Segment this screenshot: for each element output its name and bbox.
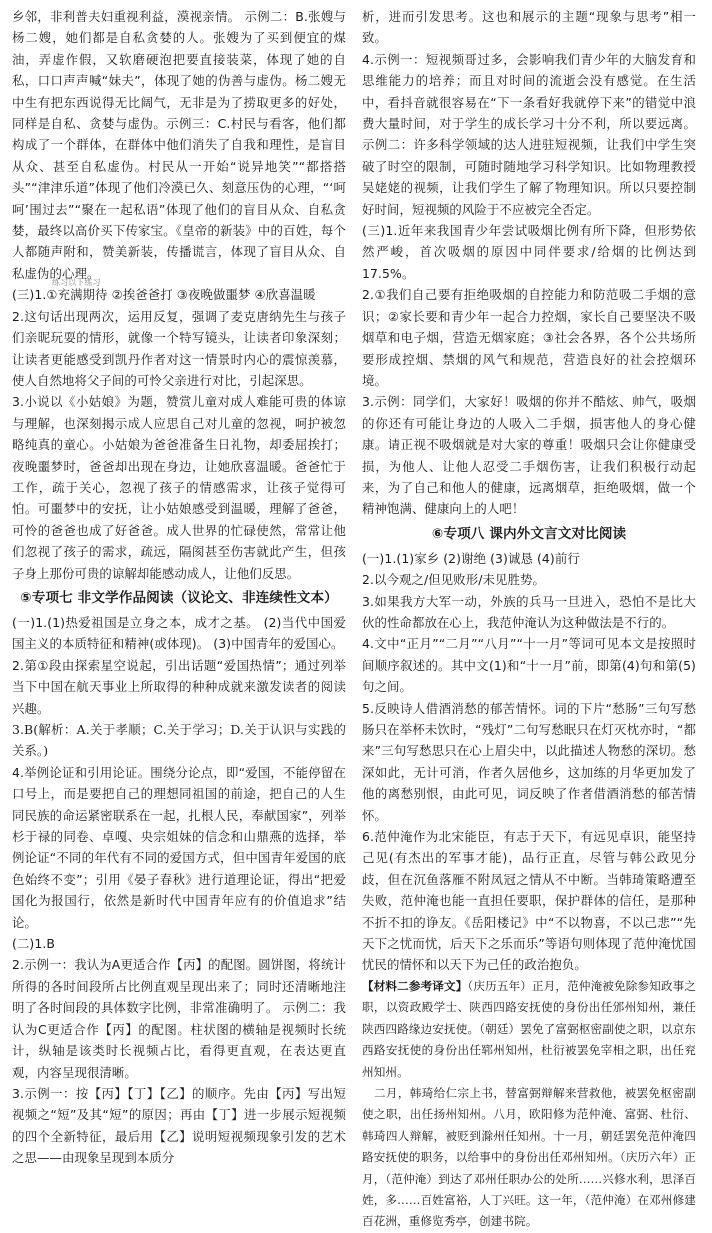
answer-paragraph: 乡邻，非利普夫妇重视利益，漠视亲情。 示例二：B.张嫂与杨二嫂，她们都是自私贪婪的人。张嫂为了买到便宜的煤油，弄虚作假，又软磨硬泡把要直接装菜，体现了她的自私，口口声声喊“妹夫”，体现了她的伪善与虚伪。杨二嫂无中生有把东西说得无比阔气，无非是为了捞取更多的好处，同样是自私、贪婪与虚伪。示例三：C.村民与看客，他们都构成了一个群体，在群体中他们消失了自我和理性，是盲目从众、甚至自私虚伪。村民从一开始“说异地笑”“都搭搭头”“津津乐道”体现了他们冷漠已久、刻意压伪的心理，“‘呵呵’围过去”“聚在一起私语”体现了他们的盲目从众、自私贪婪，最终以高价买下传家宝。《皇帝的新装》中的百姓，每个人都随声附和，赞美新装，传播谎言，体现了盲目从众、自私虚伪的心理。 xyxy=(12,9,346,281)
reference-text: 二月，韩琦给仁宗上书，替富弼辩解来营救他，被罢免枢密副使之职，出任扬州知州。八月，欧阳修为范仲淹、富弼、杜衍、韩琦四人辩解，被贬到滁州任知州。十一月，朝廷罢免范仲淹四路安抚使的职务，以给事中的身份出任邓州知州。（庆历六年）正月，（范仲淹）到达了邓州任职办公的处所……兴修水利，思泽百姓，多……百姓富裕，人丁兴旺。这一年，（范仲淹）在邓州修建百花洲，重修览秀亭，创建书院。 xyxy=(362,1085,696,1229)
answer-item: 3.小说以《小姑娘》为题，赞赏儿童对成人难能可贵的体谅与理解，也深刻揭示成人应思自己对儿童的忽视，呵护被忽略纯真的童心。小姑娘为爸爸准备生日礼物，却委屈挨打；夜晚噩梦时，爸爸却出现在身边，让她欣喜温暖。爸爸忙于工作，疏于关心，忽视了孩子的情感需求，让孩子觉得可怕。可噩梦中的安抚，让小姑娘感受到温暖，理解了爸爸，可怜的爸爸也成了好爸爸。成人世界的忙碌使然，常常让他们忽视了孩子的需求，疏远，隔阂甚至伤害就此产生，但孩子身上那份可贵的谅解却能感动成人，让他们反思。 xyxy=(12,394,346,581)
section-title-8: ⑥专项八 课内外文言文对比阅读 xyxy=(431,525,627,542)
answer-item: 4.文中“正月”“二月”“八月”“十一月”等词可见本文是按照时间顺序叙述的。其中文(1)和“十一月”前，即第(4)句和第(5)句之间。 xyxy=(362,636,696,695)
reference-text: （庆历五年）正月，范仲淹被免除参知政事之职，以资政殿学士、陕西四路安抚使的身份出任邠州知州，兼任陕西四路缘边安抚使。（朝廷）罢免了富弼枢密副使之职，以京东西路安抚使的身份出任郓州知州，杜衍被罢免宰相之职，出任兖州知州。 xyxy=(362,978,697,1079)
answer-item: 3.示例：同学们，大家好！吸烟的你并不酷炫、帅气，吸烟的你还有可能让身边的人吸入二手烟，损害他人的身心健康。请正视不吸烟就是对大家的尊重！吸烟只会让你健康受损，为他人、让他人忍受二手烟伤害，让我们积极行动起来，为了自己和他人的健康，远离烟草，拒绝吸烟，做一个精神饱满、健康向上的人吧！ xyxy=(362,394,696,517)
answer-item: (一)1.(1)热爱祖国是立身之本，成才之基。 (2)当代中国爱国主义的本质特征和精神(或体现)。 (3)中国青年的爱国心。 xyxy=(12,614,346,652)
section-title-7: ⑤专项七 非文学作品阅读（议论文、非连续性文本） xyxy=(20,589,338,606)
answer-item: 2.①我们自己要有拒绝吸烟的自控能力和防范吸二手烟的意识；②家长要和青少年一起合力控烟，家长自己要坚决不吸烟草和电子烟，营造无烟家庭；③社会各界，各个公共场所要形成控烟、禁烟的风气和规范，营造良好的社会控烟环境。 xyxy=(362,287,696,388)
answer-item: 3.B(解析：A.关于孝顺；C.关于学习；D.关于认识与实践的关系。) xyxy=(12,722,346,759)
answer-item: 6.范仲淹作为北宋能臣，有志于天下，有远见卓识，能坚持己见(有杰出的军事才能)，品行正直，尽管与韩公政见分歧，但在沉鱼落雁不附凤冠之情从不中断。当韩琦策略遭至失败，范仲淹也能一直担任要职，保护群体的信任，是那种不折不扣的诤友。《岳阳楼记》中“不以物喜，不以己悲”“先天下之忧而忧，后天下之乐而乐”等语句则体现了范仲淹忧国忧民的情怀和以天下为己任的政治抱负。 xyxy=(362,829,696,973)
answer-item: (二)1.B xyxy=(12,936,55,952)
answer-item: 4.举例论证和引用论证。围绕分论点，即“爱国，不能停留在口号上，而是要把自己的理想同祖国的前途，把自己的人生同民族的命运紧密联系在一起，扎根人民，奉献国家”，列举杉于禄的同卷、卓嘎、央宗姐妹的信念和山鼎燕的选择，举例论证“不同的年代有不同的爱国方式，但中国青年爱国的底色始终不变”；引用《晏子春秋》进行道理论证，得出“把爱国化为报国行，依然是新时代中国青年应有的价值追求”结论。 xyxy=(12,764,346,930)
reference-heading: 【材料二参考译文】 xyxy=(362,978,468,993)
answer-item: 4.示例一：短视频哥过多，会影响我们青少年的大脑发育和思维能力的培养；而且对时间的流逝会没有感觉。在生活中，看抖音就很容易在“下一条看好我就停下来”的错觉中浪费大量时间，对于学生的成长学习十分不利，所以要远离。 示例二：许多科学领域的达人进驻短视频，让我们中学生突破了时空的限制，可随时随地学习科学知识。比如物理教授吴姥姥的视频，让我们学生了解了物理知识。所以只要控制好时间，短视频的风险于不应被完全否定。 xyxy=(362,51,696,217)
answer-item: 2.以今观之/但见败形/未见胜势。 xyxy=(362,572,545,588)
answer-item: 3.示例一：按【丙】【丁】【乙】的顺序。先由【丙】写出短视频之“短”及其“短”的原因；再由【丁】进一步展示短视频的四个全新特征，最后用【乙】说明短视频现象引发的艺术之思——由现象呈现到本质分 xyxy=(12,1085,346,1166)
answer-item: (三)1.近年来我国青少年尝试吸烟比例有所下降，但形势依然严峻，首次吸烟的原因中同伴要求/给烟的比例达到17.5%。 xyxy=(362,223,696,281)
answer-item: 3.如果我方大军一动，外族的兵马一旦进入，恐怕不是比大伙的性命都放在心上，我范仲淹认为这种做法是不行的。 xyxy=(362,593,696,630)
answer-item: 析，进而引发思考。这也和展示的主题“现象与思考”相一致。 xyxy=(362,9,696,46)
answer-item: 2.第①段由探索星空说起，引出话题“爱国热情”；通过列举当下中国在航天事业上所取得的种种成就来激发读者的阅读兴趣。 xyxy=(12,657,346,716)
answer-item: (一)1.(1)家乡 (2)谢绝 (3)诚恳 (4)前行 xyxy=(362,550,580,566)
reference-translation xyxy=(362,976,696,1083)
stamp-text: 练习以下练习 xyxy=(52,278,101,288)
right-column xyxy=(362,6,697,1229)
left-column xyxy=(12,6,346,1166)
answer-item: 2.示例一：我认为A更适合作【丙】的配图。圆饼图，将统计所得的各时间段所占比例直观呈现出来了；同时还清晰地注明了各时间段的具体数字比例，非常准确明了。 示例二：我认为C更适合作【丙】的配图。柱状图的横轴是视频时长统计，纵轴是该类时长视频占比，看得更直观，在表达更直观，内容呈现很清晰。 xyxy=(12,957,346,1080)
answer-item: 2.这句话出现两次，运用反复，强调了麦克唐纳先生与孩子们亲昵玩耍的情形，就像一个特写镜头，让读者印象深刻；让读者更能感受到凯丹作者对这一情景时内心的震惊羡慕，使人自然地将父子间的可怜父亲进行对比，引起深思。 xyxy=(12,308,346,388)
section3-head: (三)1.①充满期待 ②挨爸爸打 ③夜晚做噩梦 ④欣喜温暖 xyxy=(12,287,316,303)
answer-item: 5.反映诗人借酒消愁的郁苦情怀。词的下片“愁肠”三句写愁肠只在举杯未饮时，“残灯”二句写愁眠只在灯灭枕亦时，“都来”三句写愁思只在心上眉尖中，以此描述人物愁的深切。愁深如此，无计可消，作者久居他乡，这加练的月华更加发了他的离愁别恨，由此可见，词反映了作者借酒消愁的郁苦情怀。 xyxy=(362,700,696,823)
